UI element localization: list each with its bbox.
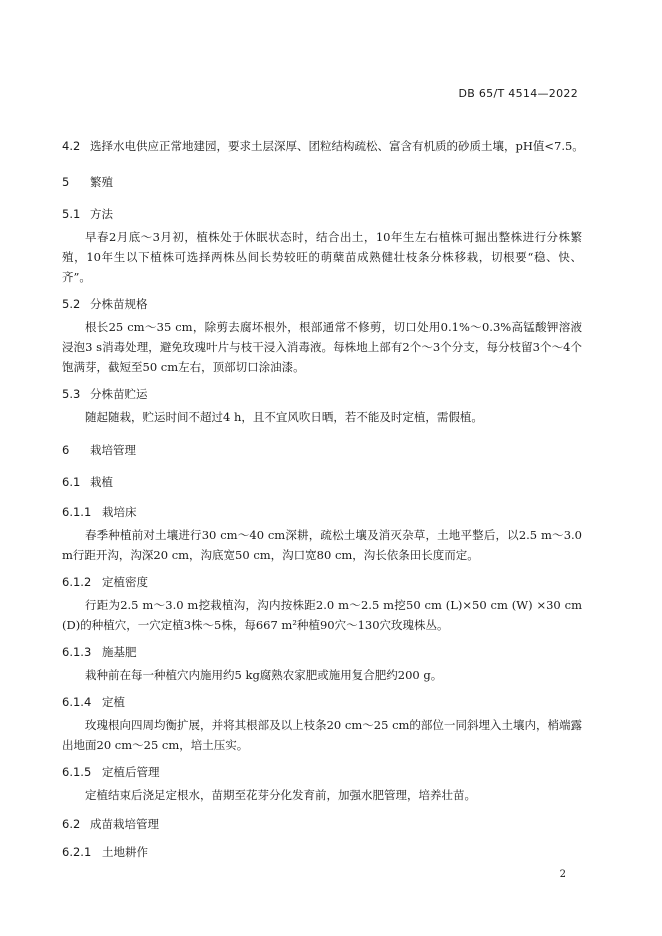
- standard-code: DB 65/T 4514—2022: [458, 87, 578, 100]
- section-heading-6-1-3: [62, 643, 582, 661]
- section-heading-6-1-5: [62, 763, 582, 781]
- heading-text: 施基肥: [102, 645, 137, 659]
- heading-number: 6.1.4: [62, 695, 92, 709]
- heading-number: 6.1.3: [62, 645, 92, 659]
- heading-text: 栽培床: [102, 505, 137, 519]
- heading-number: 6: [62, 443, 70, 457]
- heading-number: 5.1: [62, 207, 81, 221]
- paragraph: 根长25 cm～35 cm，除剪去腐坏根外，根部通常不修剪，切口处用0.1%～0.3%高锰酸钾溶液浸泡3 s消毒处理，避免玫瑰叶片与枝干浸入消毒液。每株地上部有2个～3个分支，每分枝留3个～4个饱满芽，截短至50 cm左右，顶部切口涂油漆。: [62, 320, 582, 374]
- clause-number: 4.2: [62, 139, 81, 153]
- heading-text: 成苗栽培管理: [90, 817, 159, 831]
- section-heading-6-1-4: [62, 693, 582, 711]
- heading-text: 定植密度: [102, 575, 148, 589]
- clause-4-2: [62, 137, 582, 157]
- heading-text: 栽植: [90, 475, 113, 489]
- heading-text: 方法: [90, 207, 113, 221]
- heading-text: 定植: [102, 695, 125, 709]
- heading-text: 定植后管理: [102, 765, 160, 779]
- paragraph: 栽种前在每一种植穴内施用约5 kg腐熟农家肥或施用复合肥约200 g。: [85, 668, 443, 682]
- section-heading-6-1-1: [62, 503, 582, 521]
- heading-text: 繁殖: [90, 175, 113, 189]
- heading-number: 5: [62, 175, 70, 189]
- paragraph: 行距为2.5 m～3.0 m挖栽植沟，沟内按株距2.0 m～2.5 m挖50 cm (L)×50 cm (W) ×30 cm (D)的种植穴，一穴定植3株～5株，每667 m²种植90穴～130穴玫瑰株丛。: [62, 598, 582, 632]
- page-number: 2: [559, 869, 566, 880]
- paragraph: 春季种植前对土壤进行30 cm～40 cm深耕，疏松土壤及消灭杂草，土地平整后，以2.5 m～3.0 m行距开沟，沟深20 cm，沟底宽50 cm，沟口宽80 cm，沟长依条田长度而定。: [62, 528, 582, 562]
- heading-number: 5.3: [62, 387, 81, 401]
- heading-number: 6.1: [62, 475, 81, 489]
- section-heading-6-1: [62, 473, 582, 491]
- heading-number: 6.1.1: [62, 505, 92, 519]
- section-heading-6-2-1: [62, 843, 582, 861]
- heading-number: 6.2: [62, 817, 81, 831]
- heading-number: 5.2: [62, 297, 81, 311]
- heading-number: 6.2.1: [62, 845, 92, 859]
- paragraph: 早春2月底～3月初，植株处于休眠状态时，结合出土，10年生左右植株可掘出整株进行分株繁殖，10年生以下植株可选择两株丛间长势较旺的萌蘖苗成熟健壮枝条分株移栽，切根要“稳、快、齐”。: [62, 230, 582, 284]
- heading-text: 分株苗贮运: [90, 387, 148, 401]
- section-heading-5-1: [62, 205, 582, 223]
- paragraph: 定植结束后浇足定根水，苗期至花芽分化发育前，加强水肥管理，培养壮苗。: [85, 788, 476, 802]
- paragraph: 玫瑰根向四周均衡扩展，并将其根部及以上枝条20 cm～25 cm的部位一同斜埋入土壤内，梢端露出地面20 cm～25 cm，培土压实。: [62, 718, 582, 752]
- document-body: [62, 137, 582, 861]
- section-heading-6: [62, 441, 582, 459]
- clause-text: 选择水电供应正常地建园，要求土层深厚、团粒结构疏松、富含有机质的砂质土壤，pH值<7.5。: [90, 139, 584, 153]
- heading-text: 栽培管理: [90, 443, 136, 457]
- section-heading-5: [62, 173, 582, 191]
- section-heading-5-2: [62, 295, 582, 313]
- paragraph: 随起随栽，贮运时间不超过4 h，且不宜风吹日晒，若不能及时定植，需假植。: [85, 410, 483, 424]
- heading-number: 6.1.2: [62, 575, 92, 589]
- section-heading-5-3: [62, 385, 582, 403]
- section-heading-6-2: [62, 815, 582, 833]
- heading-number: 6.1.5: [62, 765, 92, 779]
- heading-text: 土地耕作: [102, 845, 148, 859]
- section-heading-6-1-2: [62, 573, 582, 591]
- heading-text: 分株苗规格: [90, 297, 148, 311]
